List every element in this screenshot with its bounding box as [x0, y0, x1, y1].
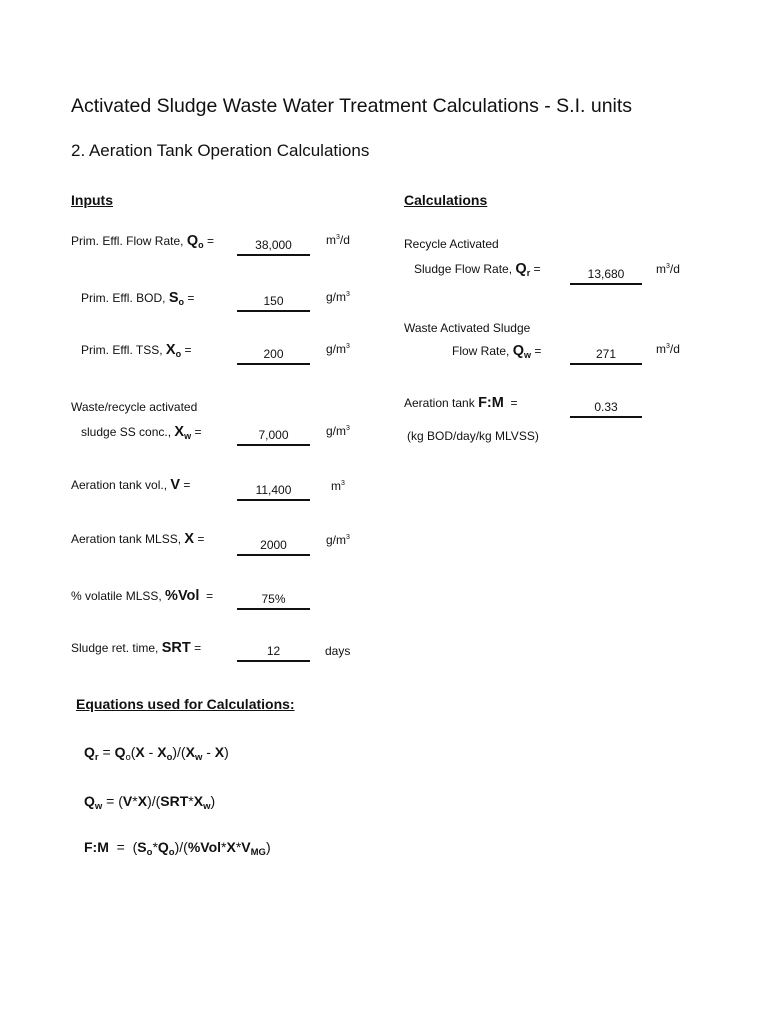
equation-food-to-microorganism: F:M = $(S_o*Q_o)/(\%Vol*X*V_{MG})$ — [84, 839, 271, 858]
input-tss-label: Prim. Effl. TSS, $X_o$ = — [81, 342, 192, 359]
calc-recycle-unit: $m^3/d$ — [656, 262, 680, 276]
calc-fm-note: (kg BOD/day/kg MLVSS) — [407, 429, 539, 443]
input-srt-unit: days — [325, 644, 351, 658]
equations-heading: Equations used for Calculations: — [76, 696, 295, 712]
input-mlss-label: Aeration tank MLSS, X = — [71, 531, 205, 547]
input-bod-unit: $g/m^3$ — [326, 290, 350, 304]
input-volatile-mlss-value[interactable]: 75% — [237, 590, 310, 610]
calc-waste-value: 271 — [570, 345, 642, 365]
input-tank-volume-value[interactable]: 11,400 — [237, 481, 310, 501]
calc-fm-label: Aeration tank F:M = — [404, 395, 518, 411]
equation-waste-flow: $Q_w = (V*X)/(SRT*X_w)$ — [84, 793, 216, 812]
calc-waste-label-line1: Waste Activated Sludge — [404, 321, 531, 335]
input-sludge-ss-label-line1: Waste/recycle activated — [71, 400, 198, 414]
input-tss-unit: $g/m^3$ — [326, 342, 350, 356]
input-sludge-ss-label: sludge SS conc., $X_w$ = — [81, 424, 202, 441]
input-mlss-unit: $g/m^3$ — [326, 533, 350, 547]
input-tank-volume-label: Aeration tank vol., V = — [71, 477, 191, 493]
calc-fm-value: 0.33 — [570, 398, 642, 418]
inputs-heading: Inputs — [71, 192, 113, 208]
input-tank-volume-unit: $m^3$ — [331, 479, 345, 493]
input-sludge-ss-unit: $g/m^3$ — [326, 424, 350, 438]
input-srt-label: Sludge ret. time, SRT = — [71, 640, 202, 656]
input-flow-rate-unit: $m^3/d$ — [326, 233, 350, 247]
input-flow-rate-label: Prim. Effl. Flow Rate, $Q_o$ = — [71, 233, 214, 250]
input-mlss-value[interactable]: 2000 — [237, 536, 310, 556]
calc-recycle-value: 13,680 — [570, 265, 642, 285]
input-sludge-ss-value[interactable]: 7,000 — [237, 426, 310, 446]
input-srt-value[interactable]: 12 — [237, 642, 310, 662]
input-bod-label: Prim. Effl. BOD, $S_o$ = — [81, 290, 195, 307]
document-title: Activated Sludge Waste Water Treatment Calculations - S.I. units — [71, 95, 633, 117]
input-flow-rate-value[interactable]: 38,000 — [237, 236, 310, 256]
calc-recycle-label: Sludge Flow Rate, $Q_r$ = — [414, 261, 541, 278]
calc-recycle-label-line1: Recycle Activated — [404, 237, 499, 251]
input-volatile-mlss-label: % volatile MLSS, %Vol = — [71, 588, 214, 604]
equation-recycle-flow: $Q_r = Q_o(X - X_o)/(X_w - X)$ — [84, 744, 229, 763]
input-bod-value[interactable]: 150 — [237, 292, 310, 312]
calc-waste-unit: $m^3/d$ — [656, 342, 680, 356]
document-subtitle: 2. Aeration Tank Operation Calculations — [71, 141, 370, 160]
input-tss-value[interactable]: 200 — [237, 345, 310, 365]
calc-waste-label: Flow Rate, $Q_w$ = — [452, 343, 542, 360]
calculations-heading: Calculations — [404, 192, 488, 208]
